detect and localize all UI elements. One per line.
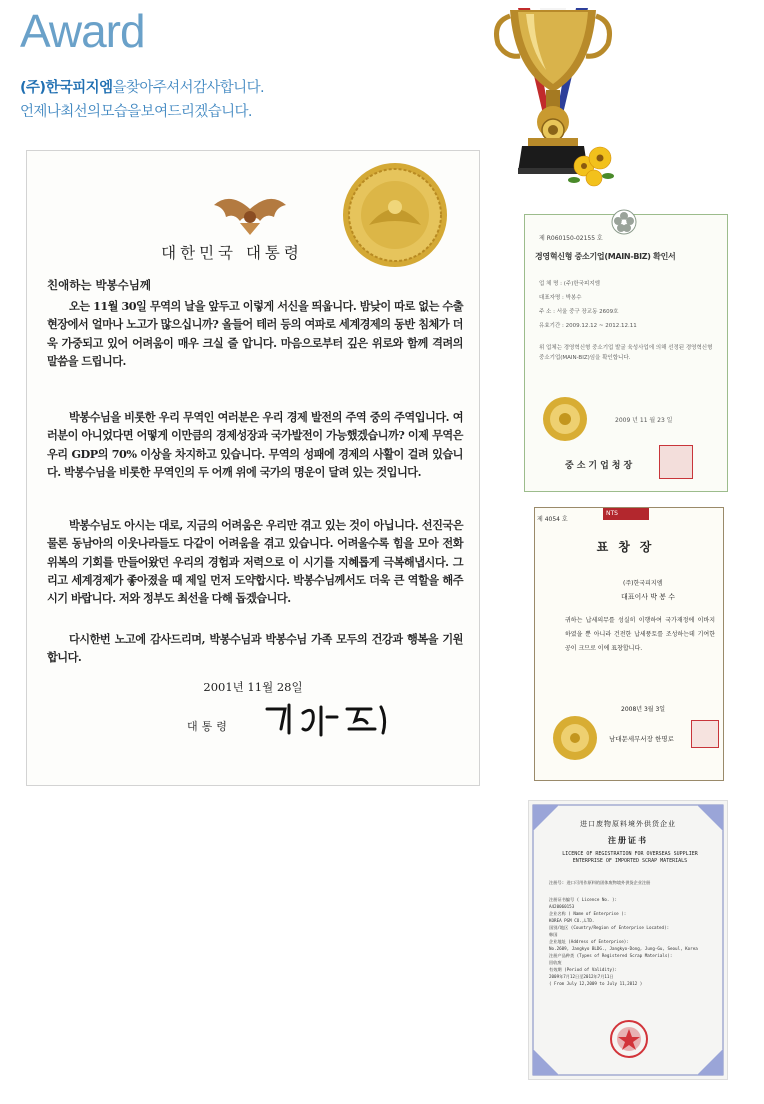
cert-row: 유효기간 : 2009.12.12 ~ 2012.12.11: [539, 323, 637, 329]
cert-date: 2009 년 11 월 23 일: [615, 417, 673, 424]
cert-representative: 대표이사 박 봉 수: [621, 593, 676, 601]
cert-title: 표창장: [596, 540, 662, 554]
cert-line: 韩国: [549, 932, 558, 937]
letter-paragraph: 박봉수님을 비롯한 우리 무역인 여러분은 우리 경제 발전의 주역 중의 주역입니다. 여러분이 아니었다면 어떻게 이만큼의 경제성장과 국가발전이 가능했겠습니까? 이제 무역은 우리 GDP의 70% 이상을 차지하고 있습니다. 무역의 성패에 경제의 사활이 걸려 있습니다. 박봉수님을 비롯한 무역인의 두 어깨 위에 국가의 명운이 달려 있는 것입니다.: [47, 410, 463, 479]
cert-line: 注册号: 进口可用作原料的固体废物境外供货企业注册: [549, 880, 651, 885]
subtitle-line-1: [20, 76, 264, 97]
cert-line: 注册产品种类 (Types of Registered Scrap Materials):: [549, 953, 673, 958]
red-stamp-icon: [691, 720, 719, 748]
mainbiz-certificate: [524, 214, 728, 492]
cert-details: [549, 879, 709, 987]
cert-line: 有效期 (Period of Validity):: [549, 967, 618, 972]
registration-certificate: [528, 800, 728, 1080]
cert-line: ( From July 12,2009 to July 11,2012 ): [549, 981, 643, 986]
phoenix-emblem-icon: [210, 191, 290, 235]
red-stamp-icon: [659, 445, 693, 479]
cert-issuer: 중소기업청장: [565, 461, 636, 471]
signature-icon: [263, 699, 403, 739]
nts-badge: NTS: [603, 508, 649, 520]
cert-number: 제 4054 호: [537, 516, 568, 523]
gold-seal-icon: [541, 395, 589, 443]
letter-date: 2001년 11월 28일: [203, 680, 303, 694]
letter-paragraph: 오는 11월 30일 무역의 날을 앞두고 이렇게 서신을 띄웁니다. 밤낮이 따로 없는 수출현장에서 얼마나 노고가 많으십니까? 올들어 테러 등의 여파로 세계경제의 동반 침체가 더욱 가중되고 있어 어려움이 매우 크실 줄 압니다. 마음으로부터 깊은 위로와 함께 격려의 말씀을 드립니다.: [47, 299, 463, 368]
thanks-text: 을찾아주셔서감사합니다.: [112, 80, 264, 96]
cert-date: 2008년 3월 3일: [621, 706, 666, 713]
cert-line: A420060153: [549, 904, 575, 909]
cert-row: 대표자명 : 박봉수: [539, 295, 582, 301]
cert-row: 주 소 : 서울 중구 장교동 2609호: [539, 309, 619, 315]
cert-line: 企业地址 (Address of Enterprise):: [549, 939, 629, 944]
cert-org: 进口废物原料境外供货企业: [580, 820, 676, 828]
letter-heading: 대한민국 대통령: [161, 244, 303, 262]
letter-paragraph: 박봉수님도 아시는 대로, 지금의 어려움은 우리만 겪고 있는 것이 아닙니다. 선진국은 물론 동남아의 이웃나라들도 다같이 어려움을 겪고 있습니다. 어려울수록 힘을 모아 전화위복의 기회를 만들어왔던 우리의 경험과 저력으로 이 시기를 지혜롭게 극복해냅시다. 그리고 세계경제가 좋아졌을 때 제일 먼저 도약합시다. 박봉수님께서도 더욱 큰 역할을 해주시기 바랍니다. 저와 정부도 최선을 다해 돕겠습니다.: [47, 518, 463, 606]
cert-company: (주)한국피지엠: [623, 580, 663, 587]
cert-row: 업 체 명 : (주)한국피지엠: [539, 281, 600, 287]
company-name: (주)한국피지엠: [20, 80, 113, 96]
cert-issuer: 남대문세무서장 한명로: [609, 735, 674, 743]
commendation-certificate: [534, 507, 724, 781]
cert-title-en: LICENCE OF REGISTRATION FOR OVERSEAS SUPPLIER ENTERPRISE OF IMPORTED SCRAP MATERIALS: [562, 851, 698, 864]
cert-title: 경영혁신형 중소기업(MAIN-BIZ) 확인서: [535, 252, 676, 261]
letter-paragraph: 다시한번 노고에 감사드리며, 박봉수님과 박봉수님 가족 모두의 건강과 행복을 기원합니다.: [47, 632, 463, 665]
cert-line: 注册证书编号 ( Licence No. ):: [549, 897, 617, 902]
cert-body: 위 업체는 경영혁신형 중소기업 발굴 육성사업에 의해 선정된 경영혁신형 중소기업(MAIN-BIZ)임을 확인합니다.: [539, 345, 713, 361]
cert-line: 2009年7月12日至2012年7月11日: [549, 974, 614, 979]
cert-line: 国别/地区 (Country/Region of Enterprise Located):: [549, 925, 670, 930]
cert-title: 注册证书: [608, 836, 648, 845]
sign-label: 대통령: [187, 720, 231, 733]
red-seal-icon: [609, 1019, 649, 1059]
cert-body: 귀하는 납세의무를 성실히 이행하여 국가재정에 이바지 하였을 뿐 아니라 건전한 납세풍토를 조성하는데 기여한 공이 크므로 이에 표창합니다.: [565, 617, 715, 652]
cert-line: KOREA PGM CO.,LTD.: [549, 918, 595, 923]
cert-number: 제 R060150-02155 호: [539, 235, 603, 242]
letter-greeting: 친애하는 박봉수님께: [47, 278, 151, 292]
gold-seal-icon: [551, 714, 599, 762]
mugunghwa-emblem-icon: [611, 209, 637, 235]
page-title: Award: [20, 5, 145, 57]
cert-line: 回收废: [549, 960, 562, 965]
subtitle-line-2: 언제나최선의모습을보여드리겠습니다.: [20, 104, 252, 120]
cert-line: No.2609, Jangkyo BLDG., Jangkyo-Dong, Jung-Gu, Seoul, Korea: [549, 946, 698, 951]
trophy-icon: [488, 0, 618, 200]
presidential-letter: [26, 150, 480, 786]
cert-line: 企业名称 ( Name of Enterprise ):: [549, 911, 627, 916]
